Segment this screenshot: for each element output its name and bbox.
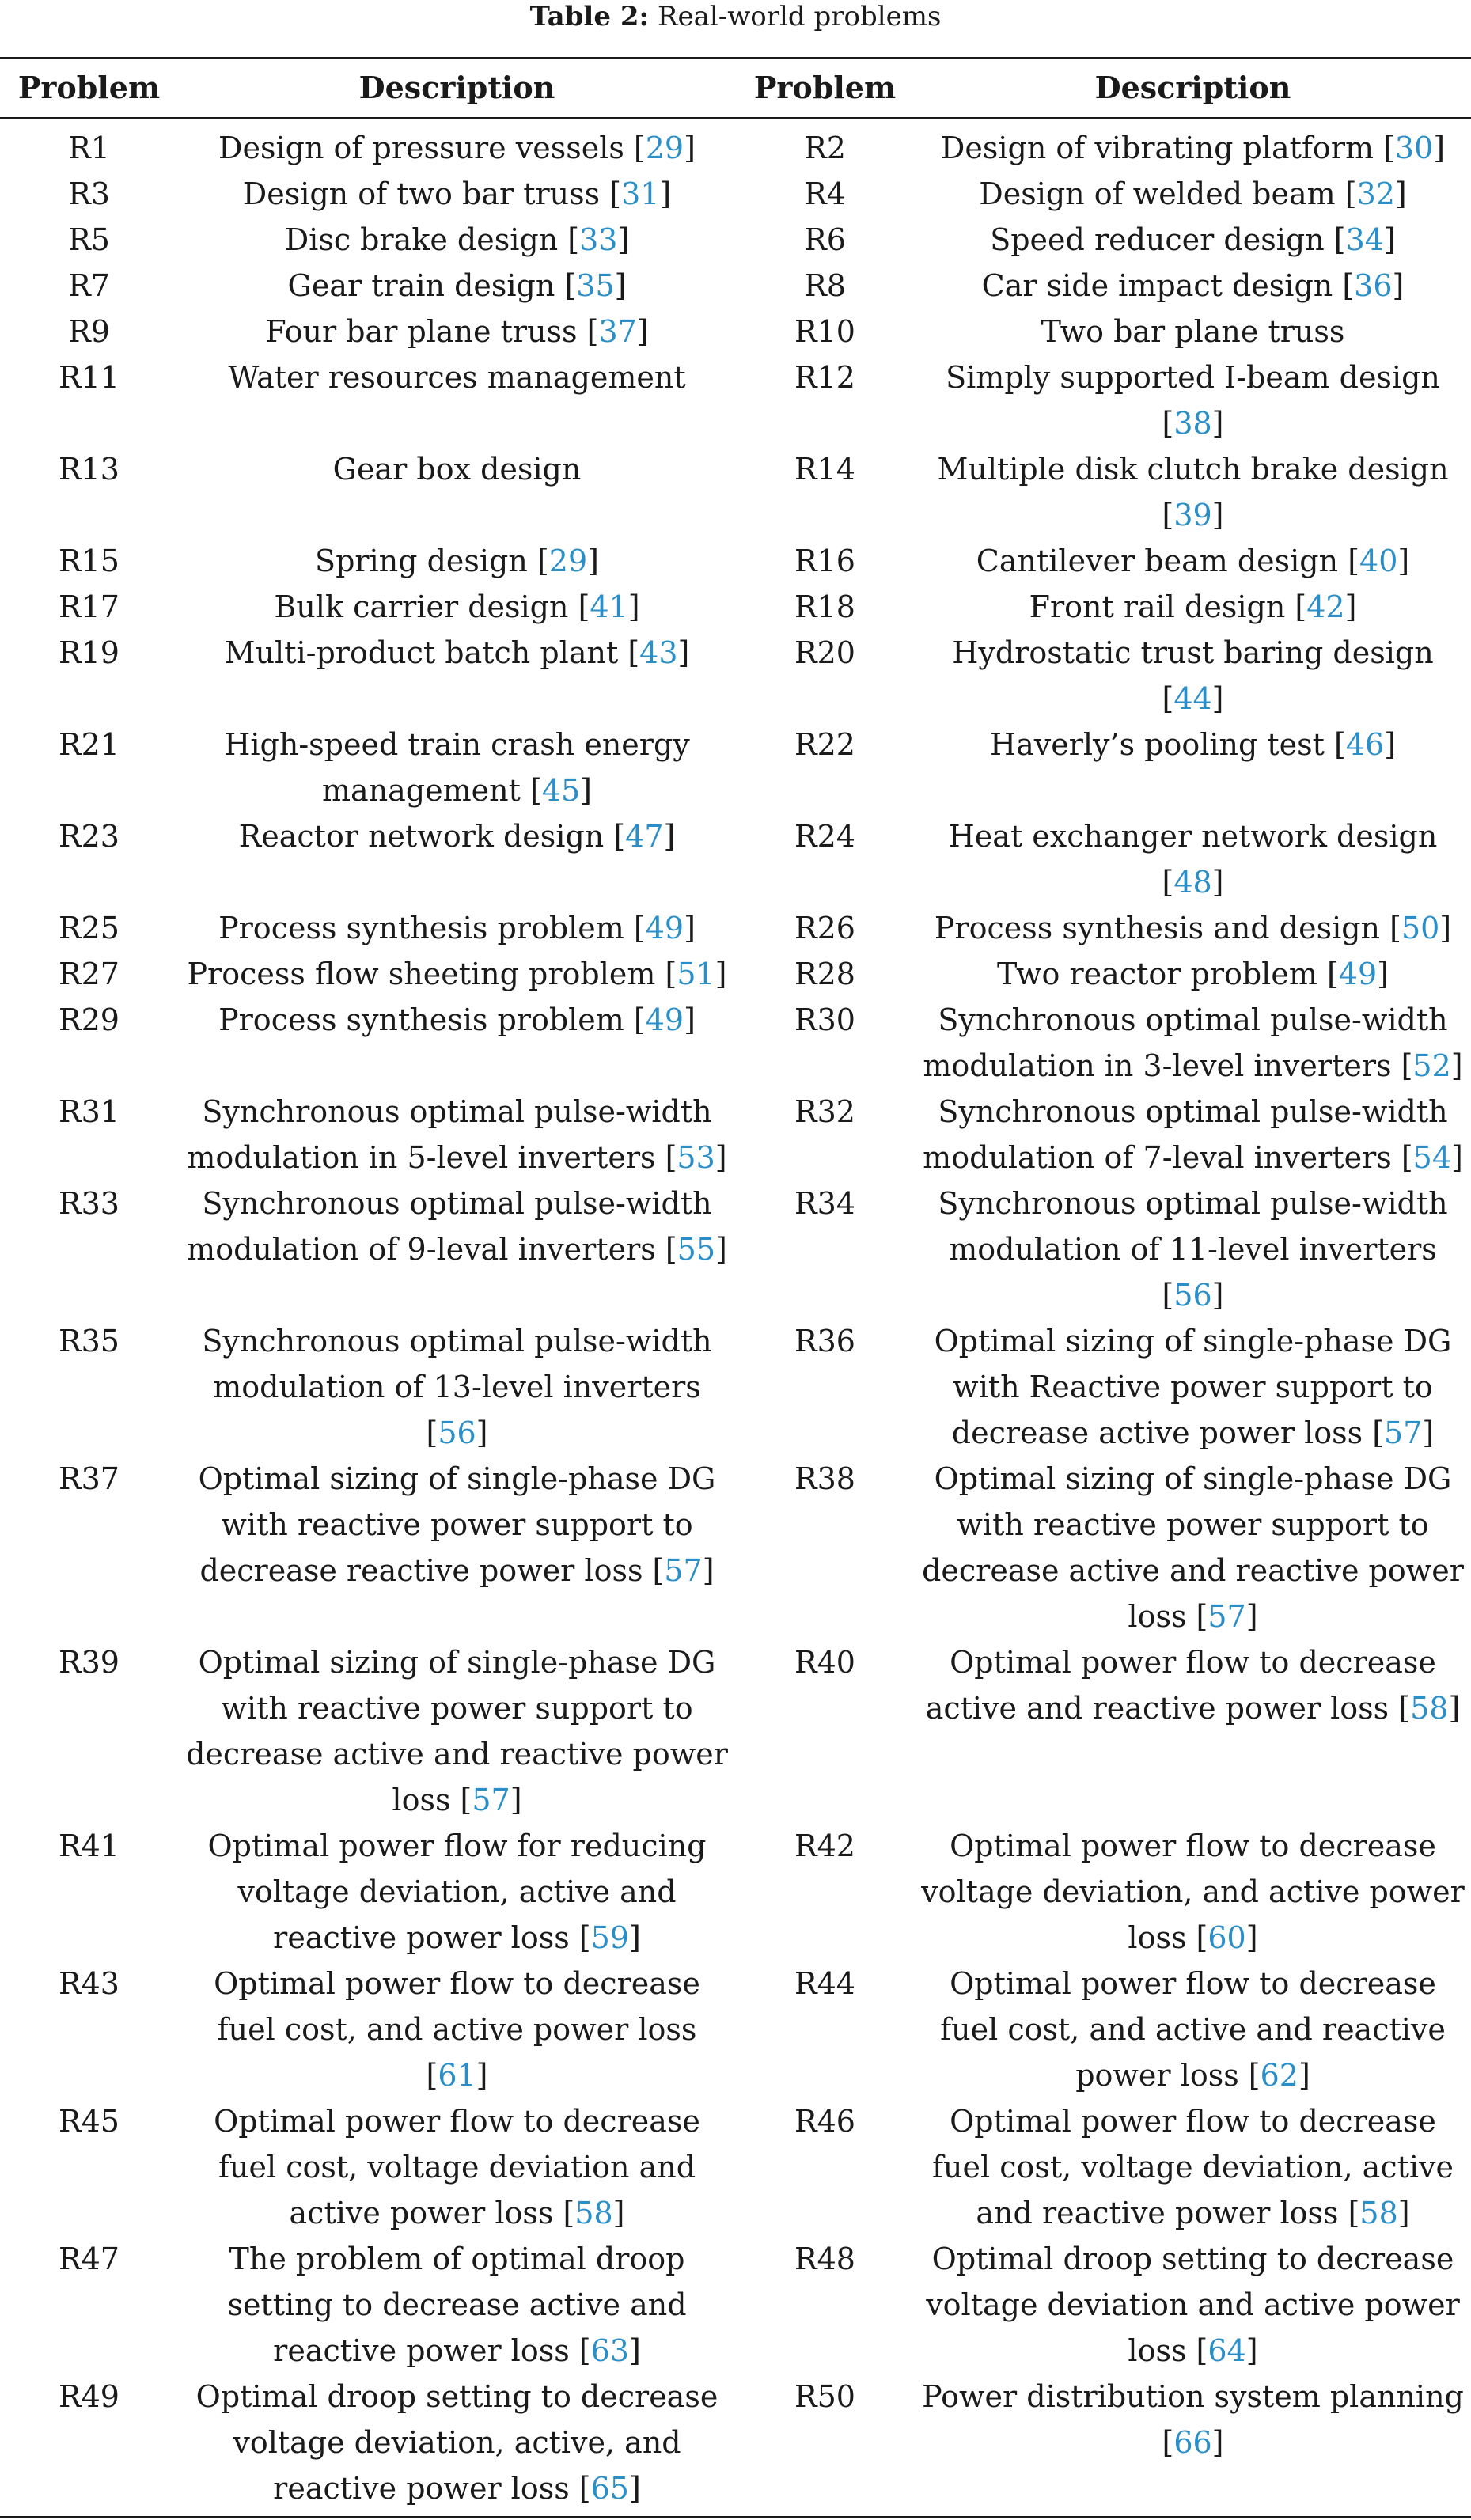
table-row (0, 2098, 1471, 2236)
header-problem-right: Problem (753, 70, 897, 105)
description-text: Cantilever beam design (976, 544, 1339, 578)
problem-id-cell: R27 (59, 957, 119, 991)
problem-id-cell: R44 (794, 1966, 855, 2001)
table-row (0, 354, 1471, 446)
description-text: Power distribution system planning (922, 2379, 1464, 2414)
problem-description-cell: Optimal sizing of single-phase DG with Reactive power support to decrease active power loss [57] (934, 1324, 1452, 1450)
problem-description-cell (178, 446, 736, 538)
problem-id-cell: R25 (59, 911, 119, 945)
table-row (0, 118, 1471, 171)
problem-description-cell: Optimal power flow to decrease voltage deviation, and active power loss [60] (921, 1828, 1465, 1955)
problem-id-cell: R17 (59, 589, 119, 624)
table-row (0, 1089, 1471, 1180)
problem-id-cell: R21 (59, 727, 119, 762)
description-text: Gear train design (287, 268, 555, 303)
problem-description-cell: Cantilever beam design [40] (976, 544, 1410, 578)
problem-id-cell: R33 (59, 1186, 119, 1221)
description-text: Optimal sizing of single-phase DG with reactive power support to decrease active and reactive power loss (186, 1645, 728, 1817)
citation-link[interactable]: 29 (645, 131, 684, 165)
citation-link[interactable]: 44 (1173, 681, 1212, 716)
description-text: Speed reducer design (990, 222, 1325, 257)
problem-description-cell: Synchronous optimal pulse-width modulation of 9-leval inverters [55] (187, 1186, 727, 1267)
citation-link[interactable]: 52 (1412, 1048, 1451, 1083)
citation-link[interactable]: 49 (645, 1002, 684, 1037)
problem-description-cell (178, 354, 736, 446)
description-text: Gear box design (332, 452, 582, 487)
description-text: Synchronous optimal pulse-width modulation of 11-level inverters (938, 1186, 1448, 1267)
description-text: Process synthesis and design (934, 911, 1381, 945)
problem-id-cell: R5 (68, 222, 110, 257)
problem-description-cell: Front rail design [42] (1029, 589, 1357, 624)
description-text: Four bar plane truss (265, 314, 578, 349)
table-row (0, 446, 1471, 538)
problem-id-cell: R9 (68, 314, 110, 349)
table-row (0, 309, 1471, 354)
problem-id-cell: R18 (794, 589, 855, 624)
citation-link[interactable]: 48 (1173, 865, 1212, 900)
citation-link[interactable]: 49 (645, 911, 684, 945)
table-row (0, 538, 1471, 584)
citation-link[interactable]: 57 (1208, 1599, 1246, 1634)
problem-id-cell: R34 (794, 1186, 855, 1221)
problem-id-cell: R30 (794, 1002, 855, 1037)
problem-id-cell: R47 (59, 2241, 119, 2276)
citation-link[interactable]: 56 (1173, 1278, 1212, 1313)
citation-link[interactable]: 38 (1173, 406, 1212, 441)
problem-description-cell: Heat exchanger network design [48] (948, 819, 1438, 900)
citation-link[interactable]: 31 (621, 176, 660, 211)
citation-link[interactable]: 34 (1345, 222, 1384, 257)
table-row (0, 905, 1471, 951)
description-text: Haverly’s pooling test (989, 727, 1325, 762)
citation-link[interactable]: 59 (590, 1920, 629, 1955)
problem-id-cell: R43 (59, 1966, 119, 2001)
problem-id-cell: R46 (794, 2104, 855, 2139)
table-header-row (0, 58, 1471, 118)
problem-id-cell: R39 (59, 1645, 119, 1680)
problem-description-cell: Optimal droop setting to decrease voltage deviation, active, and reactive power loss [65] (195, 2379, 718, 2506)
problem-id-cell: R38 (794, 1461, 855, 1496)
problem-id-cell: R8 (804, 268, 846, 303)
problem-description-cell: Process flow sheeting problem [51] (187, 957, 727, 991)
citation-link[interactable]: 35 (576, 268, 615, 303)
table-body (0, 118, 1471, 2517)
description-text: Spring design (315, 544, 528, 578)
problem-description-cell: Process synthesis and design [50] (934, 911, 1452, 945)
problem-id-cell: R11 (59, 360, 119, 395)
description-text: Optimal power flow to decrease active and reactive power loss (925, 1645, 1436, 1726)
citation-link[interactable]: 61 (438, 2058, 476, 2093)
problem-description-cell: Optimal power flow to decrease fuel cost, and active power loss [61] (214, 1966, 700, 2093)
citation-link[interactable]: 39 (1173, 498, 1212, 532)
table-row (0, 1961, 1471, 2098)
problem-description-cell: Four bar plane truss [37] (265, 314, 649, 349)
table-row (0, 813, 1471, 905)
problem-description-cell: Hydrostatic trust baring design [44] (952, 635, 1434, 716)
problem-id-cell: R32 (794, 1094, 855, 1129)
table-row (0, 171, 1471, 217)
description-text: Multiple disk clutch brake design (937, 452, 1449, 487)
header-problem-left: Problem (17, 70, 161, 105)
problem-id-cell: R6 (804, 222, 846, 257)
citation-link[interactable]: 45 (541, 773, 581, 808)
citation-link[interactable]: 58 (574, 2196, 613, 2230)
problem-description-cell: Optimal power flow to decrease fuel cost, and active and reactive power loss [62] (940, 1966, 1446, 2093)
problem-id-cell: R3 (68, 176, 110, 211)
description-text: Process flow sheeting problem (187, 957, 656, 991)
table-row (0, 1180, 1471, 1318)
citation-link[interactable]: 46 (1345, 727, 1385, 762)
problem-id-cell: R4 (804, 176, 846, 211)
description-text: Optimal power flow to decrease fuel cost, voltage deviation and active power loss (214, 2104, 700, 2230)
problem-description-cell: Optimal power flow to decrease active and reactive power loss [58] (925, 1645, 1461, 1726)
problem-description-cell: Power distribution system planning [66] (922, 2379, 1464, 2460)
problem-description-cell: Synchronous optimal pulse-width modulation of 13-level inverters [56] (202, 1324, 712, 1450)
problem-id-cell: R22 (794, 727, 855, 762)
citation-link[interactable]: 32 (1356, 176, 1395, 211)
table-row (0, 997, 1471, 1089)
problem-description-cell: Multi-product batch plant [43] (224, 635, 690, 670)
problem-id-cell: R16 (794, 544, 855, 578)
table-row (0, 1639, 1471, 1823)
table-row (0, 1456, 1471, 1639)
citation-link[interactable]: 57 (472, 1783, 510, 1817)
problem-description-cell: High-speed train crash energy management [45] (224, 727, 690, 808)
problem-id-cell: R19 (59, 635, 119, 670)
description-text: Optimal sizing of single-phase DG with reactive power support to decrease active and reactive power loss (922, 1461, 1464, 1634)
problem-id-cell: R26 (794, 911, 855, 945)
citation-link[interactable]: 62 (1260, 2058, 1298, 2093)
citation-link[interactable]: 41 (590, 589, 628, 624)
problem-id-cell: R23 (59, 819, 119, 854)
description-text: Design of two bar truss (242, 176, 601, 211)
problem-id-cell: R40 (794, 1645, 855, 1680)
problem-description-cell: Car side impact design [36] (981, 268, 1405, 303)
problem-description-cell: Optimal power flow to decrease fuel cost, voltage deviation and active power loss [58] (214, 2104, 700, 2230)
description-text: Synchronous optimal pulse-width modulation of 9-leval inverters (187, 1186, 712, 1267)
problem-id-cell: R24 (794, 819, 855, 854)
citation-link[interactable]: 56 (438, 1415, 476, 1450)
description-text: Simply supported I-beam design (946, 360, 1440, 395)
description-text: The problem of optimal droop setting to decrease active and reactive power loss (227, 2241, 687, 2368)
problem-description-cell: Simply supported I-beam design [38] (946, 360, 1440, 441)
problem-id-cell: R15 (59, 544, 119, 578)
citation-link[interactable]: 65 (590, 2471, 629, 2506)
problem-id-cell: R29 (59, 1002, 119, 1037)
problem-id-cell: R14 (794, 452, 855, 487)
citation-link[interactable]: 43 (639, 635, 678, 670)
description-text: Synchronous optimal pulse-width modulation in 5-level inverters (187, 1094, 712, 1175)
citation-link[interactable]: 57 (664, 1553, 703, 1588)
problem-description-cell: Reactor network design [47] (238, 819, 676, 854)
citation-link[interactable]: 42 (1306, 589, 1345, 624)
problem-id-cell: R50 (794, 2379, 855, 2414)
citation-link[interactable]: 30 (1394, 131, 1434, 165)
problem-description-cell (914, 309, 1471, 354)
problem-description-cell: Synchronous optimal pulse-width modulation of 11-level inverters [56] (938, 1186, 1448, 1313)
description-text: Design of pressure vessels (218, 131, 624, 165)
table-caption-text: Real-world problems (657, 1, 942, 32)
problem-description-cell: Design of vibrating platform [30] (940, 131, 1446, 165)
description-text: Heat exchanger network design (948, 819, 1438, 854)
description-text: Optimal power flow to decrease fuel cost, and active power loss (214, 1966, 700, 2047)
description-text: Process synthesis problem (218, 911, 624, 945)
description-text: Optimal droop setting to decrease voltage deviation and active power loss (926, 2241, 1460, 2368)
problem-description-cell: Design of pressure vessels [29] (218, 131, 696, 165)
citation-link[interactable]: 36 (1354, 268, 1393, 303)
problem-description-cell: Process synthesis problem [49] (218, 911, 696, 945)
problem-id-cell: R42 (794, 1828, 855, 1863)
problem-id-cell: R31 (59, 1094, 119, 1129)
table-row (0, 630, 1471, 722)
description-text: Two reactor problem (997, 957, 1317, 991)
citation-link[interactable]: 64 (1208, 2333, 1246, 2368)
problem-id-cell: R20 (794, 635, 855, 670)
problem-description-cell: Synchronous optimal pulse-width modulation in 3-level inverters [52] (923, 1002, 1463, 1083)
description-text: Optimal droop setting to decrease voltage deviation, active, and reactive power loss (195, 2379, 718, 2506)
problem-id-cell: R41 (59, 1828, 119, 1863)
problem-description-cell: Disc brake design [33] (284, 222, 630, 257)
problem-id-cell: R2 (804, 131, 846, 165)
problem-id-cell: R37 (59, 1461, 119, 1496)
problem-id-cell: R1 (68, 131, 110, 165)
problem-description-cell: Design of two bar truss [31] (242, 176, 672, 211)
problem-description-cell: Spring design [29] (315, 544, 599, 578)
description-text: Design of vibrating platform (940, 131, 1374, 165)
problem-description-cell: Speed reducer design [34] (990, 222, 1396, 257)
citation-link[interactable]: 37 (598, 314, 637, 349)
table-row (0, 217, 1471, 263)
problem-id-cell: R35 (59, 1324, 119, 1359)
citation-link[interactable]: 58 (1359, 2196, 1398, 2230)
problem-description-cell: The problem of optimal droop setting to decrease active and reactive power loss [63] (227, 2241, 687, 2368)
problem-description-cell: Process synthesis problem [49] (218, 1002, 696, 1037)
problem-id-cell: R48 (794, 2241, 855, 2276)
problem-description-cell: Optimal sizing of single-phase DG with reactive power support to decrease active and reactive power loss [57] (922, 1461, 1464, 1634)
problem-description-cell: Synchronous optimal pulse-width modulation in 5-level inverters [53] (187, 1094, 727, 1175)
citation-link[interactable]: 60 (1208, 1920, 1246, 1955)
citation-link[interactable]: 63 (590, 2333, 629, 2368)
description-text: Synchronous optimal pulse-width modulation of 7-leval inverters (923, 1094, 1448, 1175)
description-text: Design of welded beam (979, 176, 1336, 211)
header-description-left: Description (358, 70, 555, 105)
problem-id-cell: R45 (59, 2104, 119, 2139)
description-text: Two bar plane truss (1041, 314, 1345, 349)
problem-description-cell: Two reactor problem [49] (997, 957, 1389, 991)
table-row (0, 1318, 1471, 1456)
description-text: Bulk carrier design (274, 589, 569, 624)
table-row (0, 584, 1471, 630)
citation-link[interactable]: 29 (548, 544, 588, 578)
table-row (0, 951, 1471, 997)
problem-id-cell: R10 (794, 314, 855, 349)
table-row (0, 2236, 1471, 2374)
citation-link[interactable]: 47 (625, 819, 664, 854)
header-description-right: Description (1094, 70, 1291, 105)
citation-link[interactable]: 33 (579, 222, 618, 257)
table-row (0, 722, 1471, 813)
table-row (0, 2374, 1471, 2517)
description-text: Process synthesis problem (218, 1002, 624, 1037)
description-text: Optimal power flow to decrease fuel cost, voltage deviation, active and reactive power loss (931, 2104, 1454, 2230)
citation-link[interactable]: 55 (677, 1232, 716, 1267)
problem-id-cell: R12 (794, 360, 855, 395)
problem-description-cell: Gear train design [35] (287, 268, 627, 303)
problem-id-cell: R13 (59, 452, 119, 487)
problem-description-cell: Optimal sizing of single-phase DG with reactive power support to decrease active and reactive power loss [57] (186, 1645, 728, 1817)
description-text: Front rail design (1029, 589, 1286, 624)
table-row (0, 263, 1471, 309)
citation-link[interactable]: 40 (1359, 544, 1398, 578)
citation-link[interactable]: 54 (1412, 1140, 1452, 1175)
description-text: Optimal sizing of single-phase DG with reactive power support to decrease reactive power loss (198, 1461, 716, 1588)
citation-link[interactable]: 50 (1401, 911, 1440, 945)
citation-link[interactable]: 51 (677, 957, 715, 991)
description-text: Disc brake design (284, 222, 559, 257)
problem-description-cell: Design of welded beam [32] (979, 176, 1407, 211)
description-text: Optimal sizing of single-phase DG with Reactive power support to decrease active power loss (934, 1324, 1452, 1450)
description-text: Car side impact design (981, 268, 1333, 303)
problem-description-cell: Optimal power flow to decrease fuel cost, voltage deviation, active and reactive power loss [58] (931, 2104, 1454, 2230)
table-caption (0, 0, 1471, 33)
problem-description-cell: Optimal sizing of single-phase DG with reactive power support to decrease reactive power loss [57] (198, 1461, 716, 1588)
description-text: Synchronous optimal pulse-width modulation of 13-level inverters (202, 1324, 712, 1404)
description-text: Reactor network design (238, 819, 605, 854)
description-text: Synchronous optimal pulse-width modulation in 3-level inverters (923, 1002, 1448, 1083)
problem-id-cell: R36 (794, 1324, 855, 1359)
problem-description-cell: Haverly’s pooling test [46] (989, 727, 1397, 762)
problem-description-cell: Bulk carrier design [41] (274, 589, 640, 624)
citation-link[interactable]: 66 (1173, 2425, 1212, 2460)
citation-link[interactable]: 49 (1338, 957, 1378, 991)
description-text: Optimal power flow to decrease fuel cost, and active and reactive power loss (940, 1966, 1446, 2093)
citation-link[interactable]: 53 (677, 1140, 715, 1175)
citation-link[interactable]: 58 (1410, 1691, 1449, 1726)
description-text: Water resources management (228, 360, 686, 395)
problem-description-cell: Multiple disk clutch brake design [39] (937, 452, 1449, 532)
problems-table (0, 57, 1471, 2518)
problem-description-cell: Optimal droop setting to decrease voltage deviation and active power loss [64] (926, 2241, 1460, 2368)
problem-description-cell: Optimal power flow for reducing voltage deviation, active and reactive power loss [59] (207, 1828, 707, 1955)
description-text: Optimal power flow to decrease voltage deviation, and active power loss (921, 1828, 1465, 1955)
problem-id-cell: R49 (59, 2379, 119, 2414)
problem-id-cell: R7 (68, 268, 110, 303)
description-text: Multi-product batch plant (224, 635, 619, 670)
description-text: High-speed train crash energy management (224, 727, 690, 808)
problem-description-cell: Synchronous optimal pulse-width modulation of 7-leval inverters [54] (923, 1094, 1463, 1175)
description-text: Optimal power flow for reducing voltage deviation, active and reactive power loss (207, 1828, 707, 1955)
problem-id-cell: R28 (794, 957, 855, 991)
description-text: Hydrostatic trust baring design (952, 635, 1434, 670)
table-row (0, 1823, 1471, 1961)
table-caption-label: Table 2: (529, 1, 650, 32)
citation-link[interactable]: 57 (1384, 1415, 1423, 1450)
